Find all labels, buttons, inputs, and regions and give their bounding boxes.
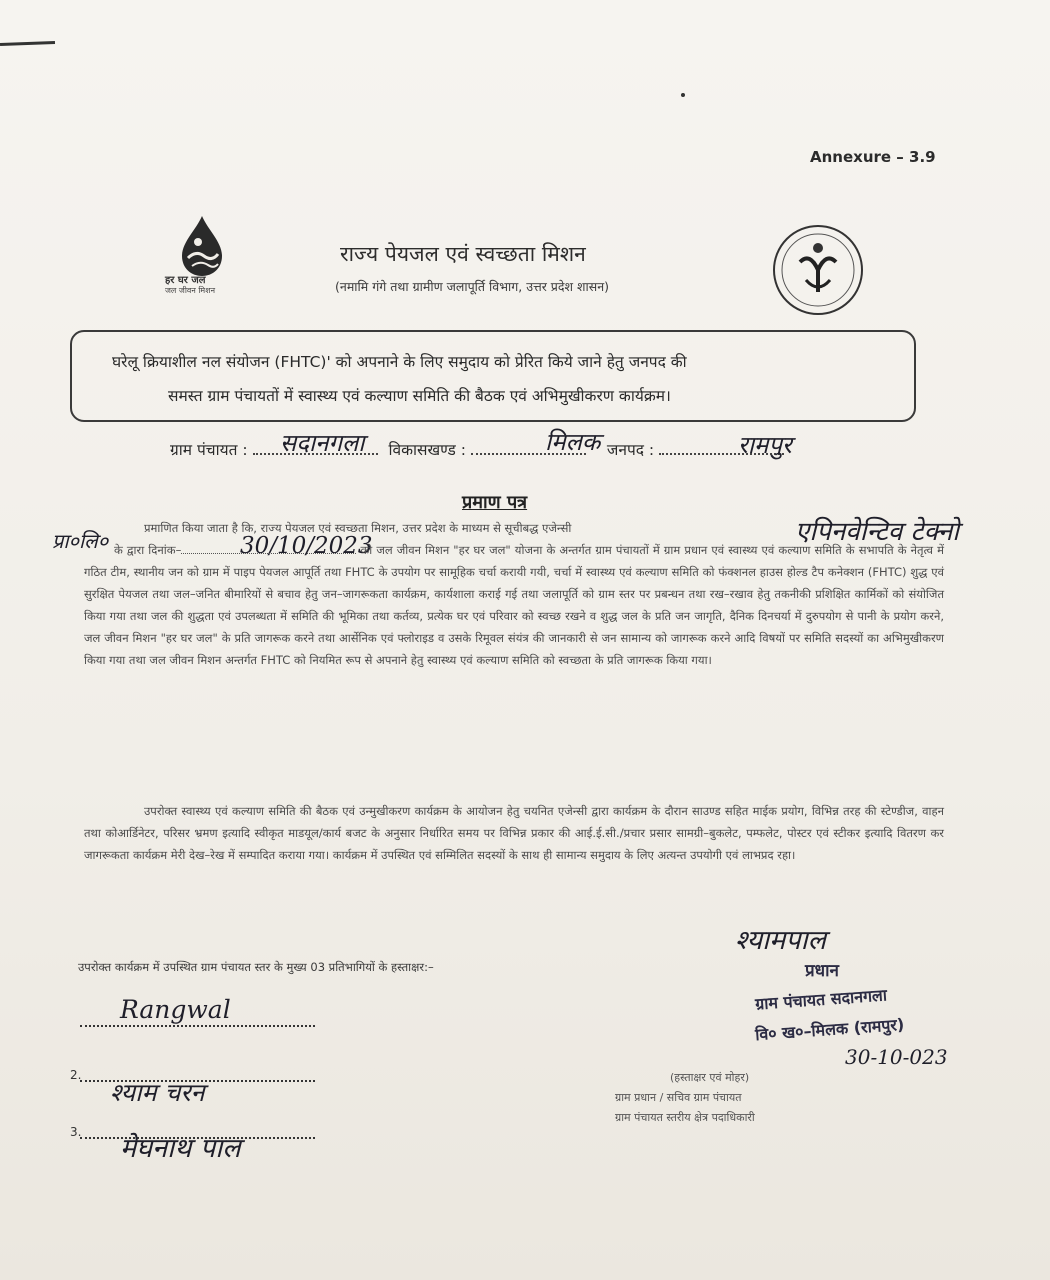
attendee-signature-1: Rangwal <box>120 995 231 1024</box>
up-government-emblem-icon <box>770 222 866 318</box>
location-fields <box>170 438 784 460</box>
signature-number-2: 2. <box>70 1068 82 1082</box>
certificate-paragraph-1 <box>84 517 944 671</box>
sign-label: (हस्ताक्षर एवं मोहर) <box>670 1071 750 1084</box>
signature-number-3: 3. <box>70 1125 82 1139</box>
sign-line-2: ग्राम पंचायत स्तरीय क्षेत्र पदाधिकारी <box>615 1111 755 1124</box>
date-handwritten: 30/10/2023 <box>240 533 373 559</box>
janpad-label: जनपद : <box>606 441 655 459</box>
stamp-title: प्रधान <box>805 961 839 981</box>
banner-line-1: घरेलू क्रियाशील नल संयोजन (FHTC)' को अपनाने के लिए समुदाय को प्रेरित किये जाने हेतु जनपद की <box>112 353 687 371</box>
annexure-label: Annexure – 3.9 <box>810 148 936 166</box>
para1-part-c: को जल जीवन मिशन "हर घर जल" योजना के अन्तर्गत ग्राम पंचायतों में ग्राम प्रधान एवं स्वास्थ्य एवं कल्याण समिति के सभापति के नेतृत्व में गठित टीम, स्थानीय जन को ग्राम में पाइप पेयजल आपूर्ति तथा FHTC के उपयोग पर सामूहिक चर्चा करायी गयी, चर्चा में स्वास्थ्य एवं कल्याण समिति को फंक्शनल हाउस होल्ड टैप कनेक्शन (FHTC) शुद्ध एवं सुरक्षित पेयजल तथा जल–जनित बीमारियों से बचाव हेतु जन–जागरूकता कार्यक्रम, कार्यशाला कराई गई तथा जलापूर्ति को ग्राम स्तर पर प्रबन्धन तथा रख–रखाव हेतु तकनीकी प्रशिक्षित कार्मिकों को संयोजित किया गया तथा जल की शुद्धता एवं उपलब्धता में समिति की भूमिका तथा कर्तव्य, प्रत्येक घर एवं परिवार को स्वच्छ रखने व शुद्ध जल के प्रति जन जागृति, दैनिक दिनचर्या में दुरुपयोग से पानी के प्रयोग करने, जल जीवन मिशन "हर घर जल" के प्रति जागरूक करने तथा आर्सेनिक एवं फ्लोराइड व उसके रिमूवल संयंत्र की जानकारी से जन सामान्य को जागरूक करने आदि विषयों पर समिति सदस्यों का अभिमुखीकरण किया गया तथा जल जीवन मिशन अन्तर्गत FHTC को नियमित रूप से अपनाने हेतु स्वास्थ्य एवं कल्याण समिति को स्वच्छता के प्रति जागरूक किया गया। <box>84 543 945 667</box>
stamp-line-1: ग्राम पंचायत सदानगला <box>754 985 888 1014</box>
banner-line-2: समस्त ग्राम पंचायतों में स्वास्थ्य एवं कल्याण समिति की बैठक एवं अभिमुखीकरण कार्यक्रम। <box>168 387 671 405</box>
pradhan-signature: श्यामपाल <box>735 925 826 956</box>
gram-panchayat-label: ग्राम पंचायत : <box>170 441 248 459</box>
logo-left-subtitle: जल जीवन मिशन <box>165 286 216 295</box>
program-banner <box>70 330 916 422</box>
vikaskhand-value: मिलक <box>545 428 601 456</box>
vikaskhand-label: विकासखण्ड : <box>388 441 466 459</box>
attendee-signature-2: श्याम चरन <box>110 1078 205 1107</box>
stamp-line-2: वि० ख०–मिलक (रामपुर) <box>754 1014 905 1045</box>
para1-part-b: के द्वारा दिनांक– <box>114 543 182 557</box>
certificate-title: प्रमाण पत्र <box>462 492 528 513</box>
agency-name-handwritten: एपिनवेन्टिव टेक्नो <box>795 517 960 547</box>
logo-left-title: हर घर जल <box>165 275 206 286</box>
janpad-value: रामपुर <box>738 431 792 459</box>
org-subtitle: (नमामि गंगे तथा ग्रामीण जलापूर्ति विभाग, उत्तर प्रदेश शासन) <box>335 279 610 294</box>
margin-note: प्रा०लि० <box>52 529 109 553</box>
gram-panchayat-value: सदानगला <box>280 429 365 457</box>
ink-dot <box>681 93 685 97</box>
sign-line-1: ग्राम प्रधान / सचिव ग्राम पंचायत <box>615 1091 742 1104</box>
para1-part-a: प्रमाणित किया जाता है कि, राज्य पेयजल एवं स्वच्छता मिशन, उत्तर प्रदेश के माध्यम से सूचीबद्ध एजेन्सी <box>144 521 572 535</box>
edge-mark <box>0 41 55 46</box>
stamp-date: 30-10-023 <box>845 1045 948 1069</box>
up-government-emblem <box>770 222 866 318</box>
attendees-intro: उपरोक्त कार्यक्रम में उपस्थित ग्राम पंचायत स्तर के मुख्य 03 प्रतिभागियों के हस्ताक्षर:– <box>78 960 434 974</box>
para2-text: उपरोक्त स्वास्थ्य एवं कल्याण समिति की बैठक एवं उन्मुखीकरण कार्यक्रम के आयोजन हेतु चयनित एजेन्सी द्वारा कार्यक्रम के दौरान साउण्ड सहित माईक प्रयोग, विभिन्न तरह की स्टेण्डीज, वाहन तथा कोआर्डिनेटर, परिसर भ्रमण इत्यादि स्वीकृत माडयूल/कार्य बजट के अनुसार निर्धारित समय पर विभिन्न प्रकार की आई.ई.सी./प्रचार प्रसार सामग्री–बुकलेट, पम्फलेट, पोस्टर एवं स्टीकर इत्यादि वितरण कर जागरूकता कार्यक्रम मेरी देख–रेख में सम्पादित कराया गया। कार्यक्रम में उपस्थित एवं सम्मिलित सदस्यों के साथ ही सामान्य समुदाय के लिए अत्यन्त उपयोगी एवं लाभप्रद रहा। <box>84 804 944 862</box>
har-ghar-jal-logo <box>160 212 260 302</box>
org-title: राज्य पेयजल एवं स्वच्छता मिशन <box>340 242 586 266</box>
certificate-paragraph-2 <box>84 800 944 866</box>
signature-block <box>615 1068 875 1128</box>
attendee-signature-3: मेघनाथ पाल <box>120 1133 241 1164</box>
date-blank <box>181 553 356 554</box>
signature-line-1 <box>80 1025 315 1027</box>
